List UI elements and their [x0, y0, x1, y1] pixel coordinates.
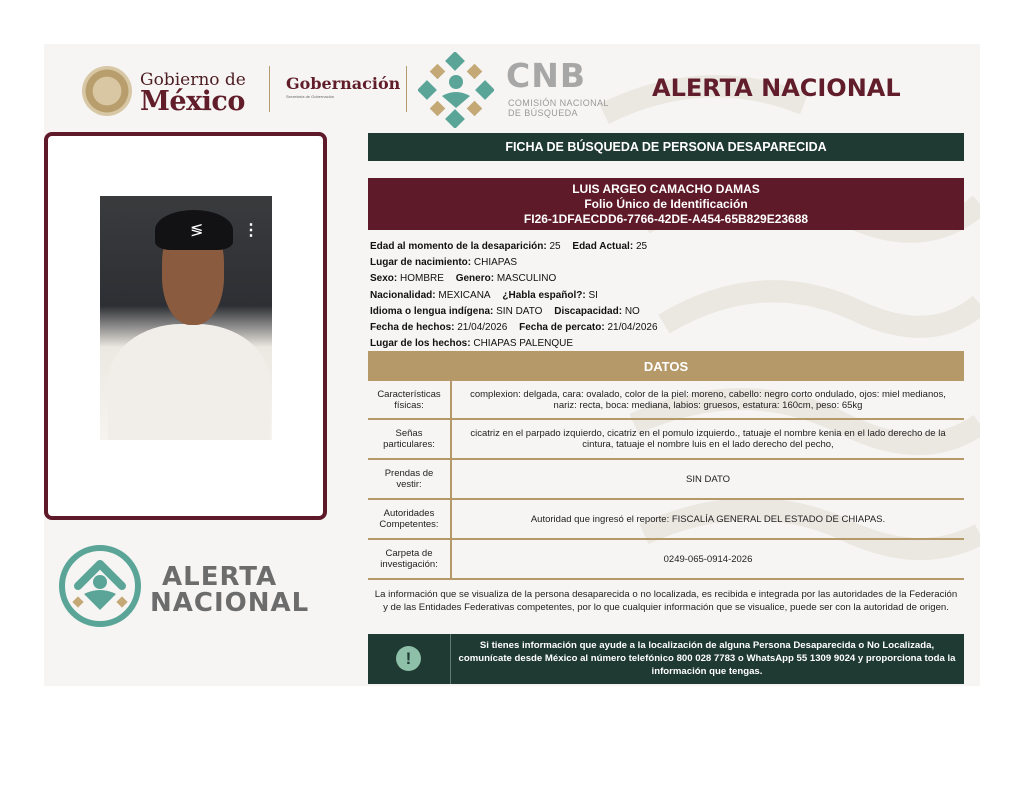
idioma-value: SIN DATO [496, 305, 543, 317]
table-row [368, 499, 964, 539]
table-row [368, 419, 964, 459]
nacionalidad-value: MEXICANA [438, 289, 491, 301]
info-row [370, 255, 667, 271]
logo-text-line2: NACIONAL [150, 588, 310, 618]
genero-value: MASCULINO [496, 273, 557, 285]
info-row [370, 271, 667, 287]
folio-number: FI26-1DFAECDD6-7766-42DE-A454-65B829E23688 [523, 212, 809, 226]
info-row [370, 304, 667, 320]
alerta-nacional-title: ALERTA NACIONAL [652, 74, 901, 102]
lugar-hechos-value: CHIAPAS PALENQUE [473, 338, 574, 350]
row-label: Prendas de vestir: [368, 459, 451, 499]
lugar-nacimiento-value: CHIAPAS [473, 257, 518, 269]
habla-espanol-label: ¿Habla español?: [502, 289, 586, 301]
row-label: Señas particulares: [368, 419, 451, 459]
lugar-nacimiento-label: Lugar de nacimiento: [370, 257, 472, 269]
gobernacion-subtitle: Secretaría de Gobernación [286, 94, 335, 99]
info-row [370, 336, 667, 352]
ficha-sheet [44, 44, 980, 686]
sexo-label: Sexo: [370, 273, 398, 285]
cnb-subtitle-line2: DE BÚSQUEDA [508, 108, 578, 118]
genero-label: Genero: [455, 273, 495, 285]
contact-info-bar [368, 634, 964, 684]
cnb-subtitle-line1: COMISIÓN NACIONAL [508, 98, 609, 108]
nacionalidad-label: Nacionalidad: [370, 289, 436, 301]
gobernacion-title: Gobernación [286, 74, 401, 93]
datos-title-bar: DATOS [368, 351, 964, 381]
alerta-nacional-logo-text [150, 564, 309, 616]
person-info [370, 239, 667, 352]
datos-table [368, 381, 964, 580]
row-value: SIN DATO [451, 459, 964, 499]
lugar-hechos-label: Lugar de los hechos: [370, 338, 471, 350]
exclamation-icon: ! [396, 646, 421, 671]
fecha-hechos-label: Fecha de hechos: [370, 322, 455, 334]
cnb-acronym: CNB [506, 56, 586, 95]
header-divider [269, 66, 270, 112]
alerta-nacional-logo-icon [58, 544, 142, 628]
more-vertical-icon[interactable]: ⋮ [243, 222, 259, 239]
idioma-label: Idioma o lengua indígena: [370, 305, 494, 317]
ficha-title-bar: FICHA DE BÚSQUEDA DE PERSONA DESAPARECIDA [368, 133, 964, 161]
row-value: complexion: delgada, cara: ovalado, color de la piel: moreno, cabello: negro corto ondulado, ojos: miel medianos, nariz: recta, boca: mediana, labios: gruesos, estatura: 160cm, peso: 65kg [451, 381, 964, 419]
row-value: 0249-065-0914-2026 [451, 539, 964, 579]
folio-label: Folio Único de Identificación [584, 197, 748, 211]
row-label: Carpeta de investigación: [368, 539, 451, 579]
row-value: cicatriz en el parpado izquierdo, cicatriz en el pomulo izquierdo., tatuaje el nombre kenia en el lado derecho de la cintura, tatuaje el nombre luis en el lado derecho del pecho, [451, 419, 964, 459]
fecha-percato-label: Fecha de percato: [519, 322, 605, 334]
edad-desaparicion-value: 25 [549, 241, 561, 252]
gobierno-mexico-logo [74, 64, 284, 120]
table-row [368, 459, 964, 499]
habla-espanol-value: SI [588, 289, 598, 301]
person-photo [100, 196, 272, 440]
header-divider [406, 66, 407, 112]
disclaimer-text: La información que se visualiza de la persona desaparecida o no localizada, es recibida e integrada por las autoridades de la Federación y de las Entidades Federativas competentes, por lo que cualquier información que se visualice, puede ser con la autoridad de origen. [374, 589, 958, 613]
info-row [370, 288, 667, 304]
share-icon[interactable]: ≶ [190, 222, 204, 239]
table-row [368, 539, 964, 579]
discapacidad-label: Discapacidad: [554, 305, 623, 317]
row-label: Autoridades Competentes: [368, 499, 451, 539]
sexo-value: HOMBRE [400, 273, 444, 285]
cnb-subtitle [508, 98, 609, 118]
edad-desaparicion-label: Edad al momento de la desaparición: [370, 241, 547, 252]
gobernacion-logo [286, 74, 400, 99]
person-name: LUIS ARGEO CAMACHO DAMAS [572, 182, 760, 196]
table-row [368, 381, 964, 419]
contact-info-text: Si tienes información que ayude a la localización de alguna Persona Desaparecida o No Localizada, comunícate desde México al número telefónico 800 028 7783 o WhatsApp 55 1309 9024 y proporciona toda la información que tengas. [458, 640, 956, 677]
edad-actual-label: Edad Actual: [572, 241, 634, 252]
fecha-hechos-value: 21/04/2026 [457, 322, 508, 334]
cnb-logo-icon [418, 52, 494, 128]
fecha-percato-value: 21/04/2026 [607, 322, 658, 334]
row-label: Características físicas: [368, 381, 451, 419]
info-row [370, 239, 667, 255]
gobierno-line1: Gobierno de [140, 70, 246, 90]
gobierno-line2: México [140, 86, 245, 117]
info-icon-box [368, 634, 451, 684]
discapacidad-value: NO [624, 305, 640, 317]
info-row [370, 320, 667, 336]
logo-text-line1: ALERTA [162, 562, 278, 592]
row-value: Autoridad que ingresó el reporte: FISCALÍA GENERAL DEL ESTADO DE CHIAPAS. [451, 499, 964, 539]
photo-frame [44, 132, 327, 520]
person-name-bar [368, 178, 964, 230]
seal-icon [82, 66, 132, 116]
edad-actual-value: 25 [635, 241, 648, 252]
